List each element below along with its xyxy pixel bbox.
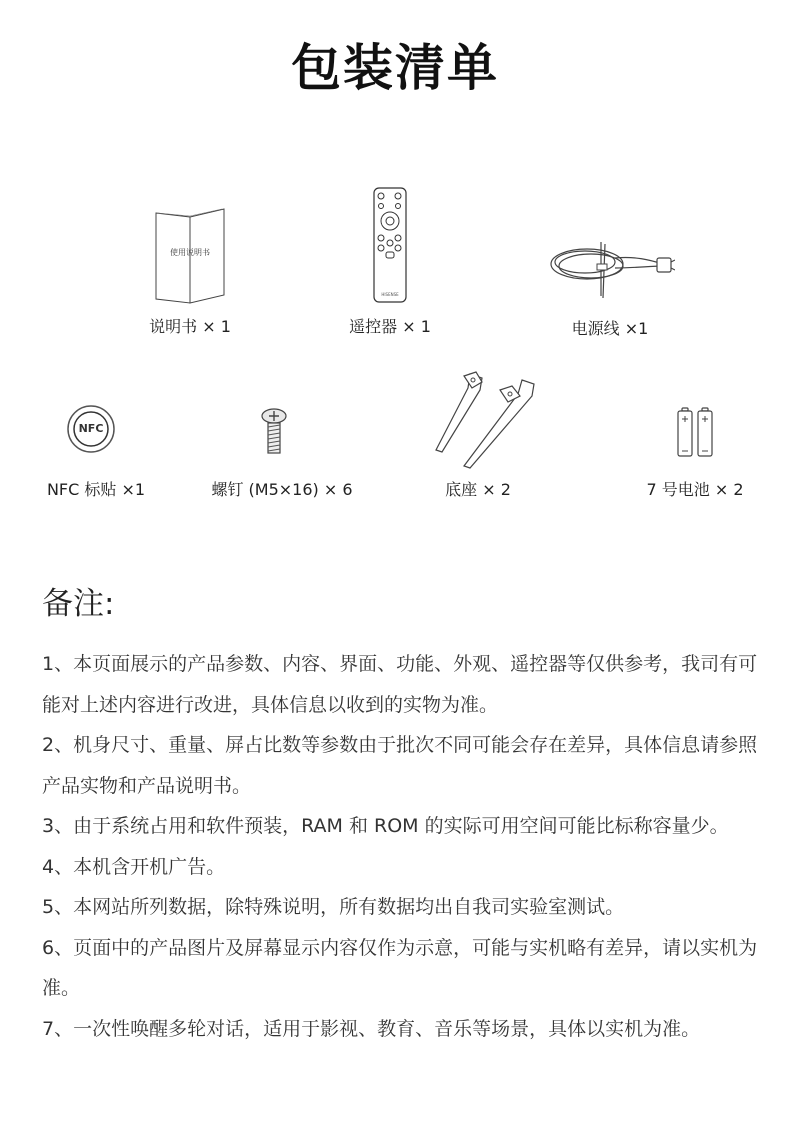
power-cord-icon bbox=[545, 238, 675, 302]
batteries-icon bbox=[674, 406, 716, 458]
batteries-caption: 7 号电池 × 2 bbox=[646, 480, 744, 499]
nfc-caption: NFC 标贴 ×1 bbox=[46, 480, 146, 499]
screw-icon bbox=[260, 408, 288, 456]
screw-item bbox=[260, 408, 288, 456]
note-item: 6、页面中的产品图片及屏幕显示内容仅作为示意，可能与实机略有差异，请以实机为准。 bbox=[42, 936, 758, 999]
note-item: 5、本网站所列数据，除特殊说明，所有数据均出自我司实验室测试。 bbox=[42, 896, 625, 918]
page-title: 包装清单 bbox=[291, 39, 499, 97]
power-cord-caption: 电源线 ×1 bbox=[571, 319, 649, 338]
stand-item bbox=[430, 368, 540, 472]
note-item: 4、本机含开机广告。 bbox=[42, 855, 226, 878]
remote-item bbox=[370, 186, 410, 306]
note-item: 3、由于系统占用和软件预装，RAM 和 ROM 的实际可用空间可能比标称容量少。 bbox=[42, 815, 729, 837]
remote-brand-text: HISENSE bbox=[381, 292, 399, 297]
remote-caption: 遥控器 × 1 bbox=[349, 317, 431, 336]
notes-list bbox=[42, 644, 772, 1049]
nfc-badge-text: NFC bbox=[78, 422, 104, 435]
note-item: 1、本页面展示的产品参数、内容、界面、功能、外观、遥控器等仅供参考，我司有可能对上述内容进行改进，具体信息以收到的实物为准。 bbox=[42, 653, 758, 716]
note-item: 2、机身尺寸、重量、屏占比数等参数由于批次不同可能会存在差异，具体信息请参照产品实物和产品说明书。 bbox=[42, 734, 758, 797]
notes-title: 备注: bbox=[42, 586, 115, 622]
power-cord-item bbox=[545, 238, 675, 302]
manual-caption: 说明书 × 1 bbox=[149, 317, 231, 336]
stand-icon bbox=[430, 368, 540, 472]
manual-cover-text: 使用说明书 bbox=[170, 248, 210, 257]
note-item: 7、一次性唤醒多轮对话，适用于影视、教育、音乐等场景，具体以实机为准。 bbox=[42, 1017, 701, 1040]
stand-caption: 底座 × 2 bbox=[445, 480, 511, 499]
batteries-item bbox=[674, 406, 716, 458]
remote-icon bbox=[370, 186, 410, 306]
screw-caption: 螺钉 (M5×16) × 6 bbox=[211, 480, 353, 499]
